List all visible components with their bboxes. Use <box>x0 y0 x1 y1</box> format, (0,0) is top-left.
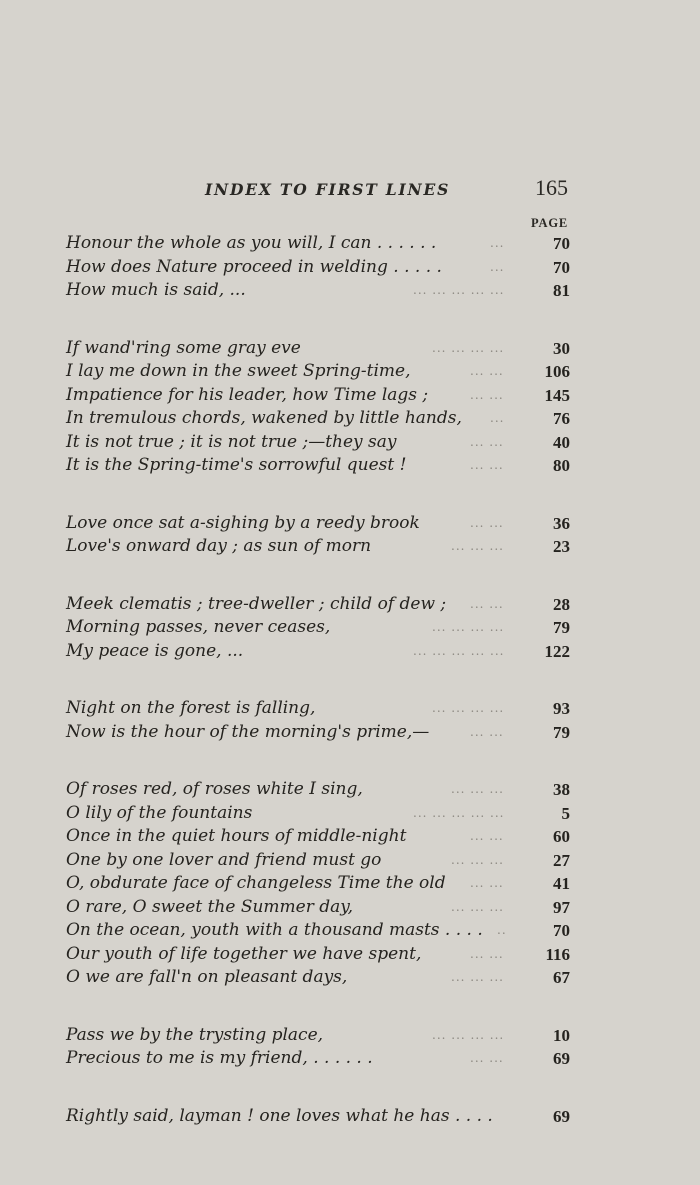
page-reference: 76 <box>553 409 570 428</box>
index-letter-group <box>66 778 570 990</box>
dot-leader: ... ... <box>470 946 504 961</box>
index-entry <box>66 943 570 967</box>
page-reference: 122 <box>544 641 570 661</box>
index-entry <box>66 849 570 873</box>
first-line-text: Honour the whole as you will, I can . . . . . . <box>66 233 437 253</box>
first-line-text: O we are fall'n on pleasant days, <box>66 967 348 987</box>
dot-leader: ... ... ... ... ... <box>413 805 505 820</box>
dot-leader: ... <box>490 259 505 274</box>
index-entry <box>66 407 570 431</box>
index-letter-group <box>66 697 570 744</box>
index-entry <box>66 640 570 664</box>
page-reference: 70 <box>553 921 570 940</box>
index-entry <box>66 721 570 745</box>
dot-leader: ... <box>490 411 505 425</box>
first-line-text: O lily of the fountains <box>66 802 253 823</box>
index-entry <box>66 825 570 849</box>
page-reference: 28 <box>553 594 570 614</box>
page-reference: 36 <box>553 513 570 533</box>
dot-leader: ... ... ... ... <box>432 340 505 355</box>
first-line-text: If wand'ring some gray eve <box>66 337 301 358</box>
index-entry <box>66 616 570 640</box>
first-line-text: One by one lover and friend must go <box>66 849 382 870</box>
dot-leader: ... ... ... ... ... <box>413 643 505 658</box>
page-reference: 27 <box>553 850 570 870</box>
page-reference: 93 <box>553 699 570 718</box>
dot-leader: ... ... ... <box>451 899 504 914</box>
first-line-text: Of roses red, of roses white I sing, <box>66 779 363 799</box>
index-entry <box>66 593 570 617</box>
first-line-text: Love once sat a-sighing by a reedy brook <box>66 512 420 533</box>
page-reference: 10 <box>553 1025 570 1045</box>
first-line-text: Impatience for his leader, how Time lags ; <box>66 384 429 405</box>
index-entry <box>66 535 570 559</box>
running-header-title: INDEX TO FIRST LINES <box>205 180 451 199</box>
page-reference: 40 <box>553 432 570 452</box>
index-entry <box>66 384 570 408</box>
page-reference: 70 <box>553 234 570 253</box>
page-reference: 38 <box>553 780 570 799</box>
page-reference: 79 <box>553 722 570 742</box>
first-line-text: O rare, O sweet the Summer day, <box>66 896 354 917</box>
index-entry <box>66 1024 570 1048</box>
index-letter-group <box>66 512 570 559</box>
index-entry <box>66 232 570 256</box>
dot-leader: ... ... ... ... ... <box>413 283 505 297</box>
index-entry <box>66 1047 570 1071</box>
first-lines-index <box>66 232 570 1128</box>
index-letter-group <box>66 1105 570 1129</box>
page-reference: 67 <box>553 968 570 987</box>
dot-leader: ... ... ... <box>451 782 504 796</box>
page-reference: 5 <box>561 803 570 823</box>
page-reference: 60 <box>553 827 570 846</box>
first-line-text: On the ocean, youth with a thousand masts . . . . <box>66 920 483 940</box>
first-line-text: In tremulous chords, wakened by little hands, <box>66 408 462 428</box>
page-reference: 23 <box>553 537 570 556</box>
index-letter-group <box>66 337 570 478</box>
first-line-text: Night on the forest is falling, <box>66 698 316 718</box>
index-entry <box>66 279 570 303</box>
index-entry <box>66 512 570 536</box>
first-line-text: Precious to me is my friend, . . . . . . <box>66 1048 373 1068</box>
index-entry <box>66 872 570 896</box>
dot-leader: ... <box>490 236 505 250</box>
page-reference: 145 <box>544 385 570 405</box>
first-line-text: Meek clematis ; tree-dweller ; child of dew ; <box>66 593 447 614</box>
page-number: 165 <box>535 175 568 200</box>
dot-leader: ... ... <box>470 387 504 402</box>
dot-leader: ... ... <box>470 458 504 472</box>
page-reference: 116 <box>545 944 570 964</box>
first-line-text: Once in the quiet hours of middle-night <box>66 826 407 846</box>
index-entry <box>66 337 570 361</box>
index-entry <box>66 454 570 478</box>
index-letter-group <box>66 593 570 664</box>
page-reference: 81 <box>553 281 570 300</box>
dot-leader: ... ... <box>470 434 504 449</box>
dot-leader: ... ... <box>470 876 504 890</box>
first-line-text: How does Nature proceed in welding . . . . . <box>66 256 442 277</box>
dot-leader: ... ... <box>470 829 504 843</box>
first-line-text: O, obdurate face of changeless Time the old <box>66 873 446 893</box>
index-entry <box>66 1105 570 1129</box>
dot-leader: ... ... ... ... <box>432 620 505 634</box>
page-reference: 69 <box>553 1049 570 1068</box>
index-entry <box>66 256 570 280</box>
page-reference: 41 <box>553 874 570 893</box>
dot-leader: .. <box>497 923 507 937</box>
index-entry <box>66 896 570 920</box>
first-line-text: Love's onward day ; as sun of morn <box>66 536 372 556</box>
index-entry <box>66 778 570 802</box>
index-entry <box>66 360 570 384</box>
index-entry <box>66 431 570 455</box>
page-reference: 70 <box>553 257 570 277</box>
index-letter-group <box>66 232 570 303</box>
page-reference: 80 <box>553 456 570 475</box>
dot-leader: ... ... ... <box>451 852 504 867</box>
dot-leader: ... ... <box>470 596 504 611</box>
page-reference: 79 <box>553 618 570 637</box>
first-line-text: It is not true ; it is not true ;—they say <box>66 431 397 452</box>
dot-leader: ... ... ... ... <box>432 701 505 715</box>
first-line-text: It is the Spring-time's sorrowful quest ! <box>66 455 407 475</box>
page-reference: 106 <box>544 362 570 381</box>
dot-leader: ... ... ... <box>451 539 504 553</box>
page-reference: 69 <box>553 1106 570 1126</box>
first-line-text: My peace is gone, ... <box>66 640 244 661</box>
index-entry <box>66 697 570 721</box>
first-line-text: Our youth of life together we have spent, <box>66 943 422 964</box>
dot-leader: ... ... <box>470 1051 504 1065</box>
dot-leader: ... ... <box>470 724 504 739</box>
dot-leader: ... ... ... <box>451 970 504 984</box>
page-reference: 30 <box>553 338 570 358</box>
first-line-text: I lay me down in the sweet Spring-time, <box>66 361 411 381</box>
first-line-text: How much is said, ... <box>66 280 246 300</box>
page-column-label: PAGE <box>531 216 568 230</box>
index-letter-group <box>66 1024 570 1071</box>
first-line-text: Rightly said, layman ! one loves what he has . . . . <box>66 1105 493 1126</box>
index-entry <box>66 966 570 990</box>
dot-leader: ... ... ... ... <box>432 1027 505 1042</box>
first-line-text: Pass we by the trysting place, <box>66 1024 324 1045</box>
dot-leader: ... ... <box>470 364 504 378</box>
index-entry <box>66 919 570 943</box>
first-line-text: Now is the hour of the morning's prime,— <box>66 721 430 742</box>
dot-leader: ... ... <box>470 515 504 530</box>
index-entry <box>66 802 570 826</box>
first-line-text: Morning passes, never ceases, <box>66 617 331 637</box>
page-reference: 97 <box>553 897 570 917</box>
